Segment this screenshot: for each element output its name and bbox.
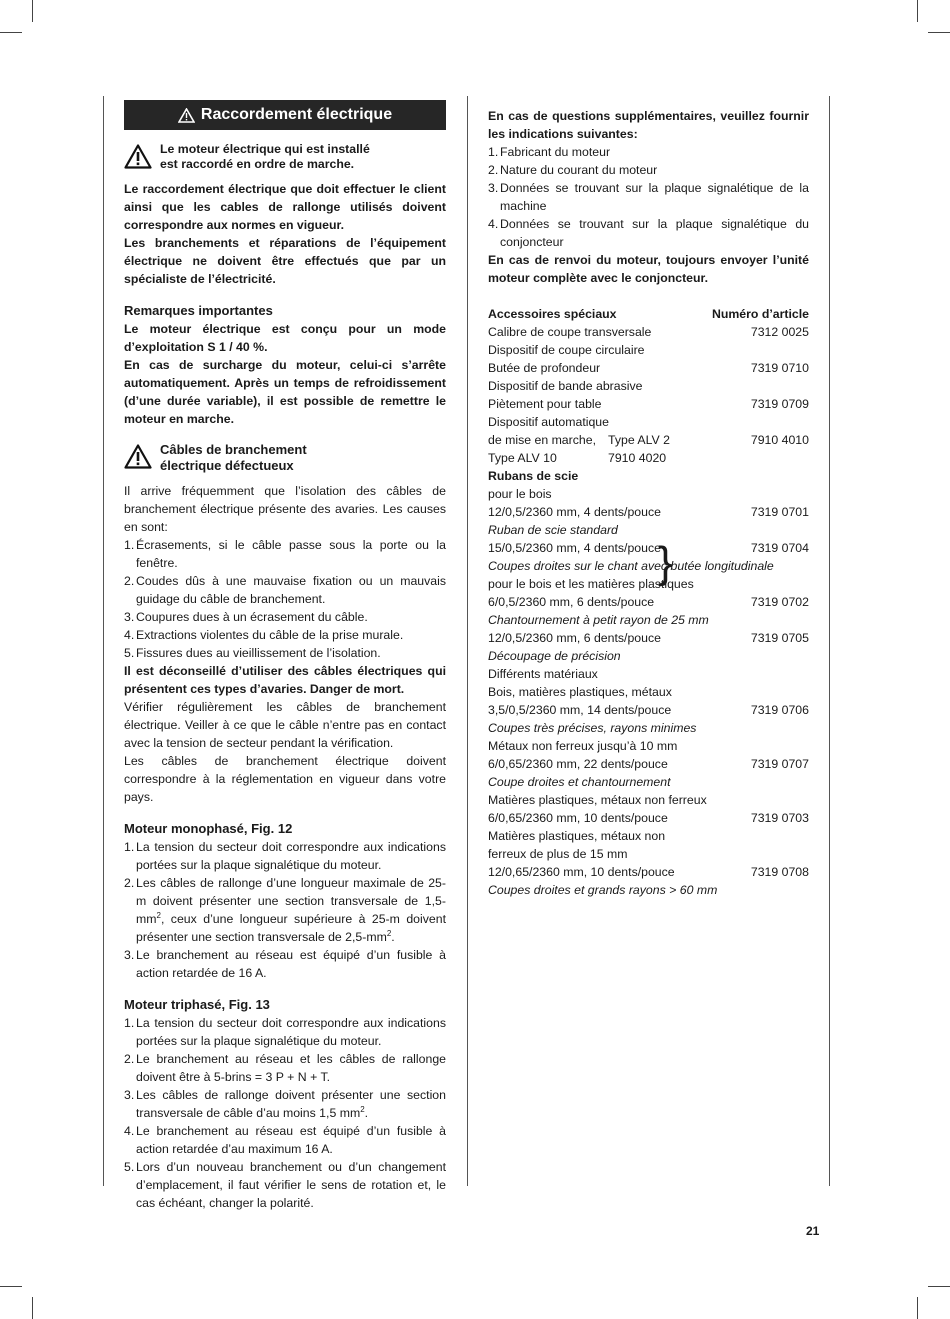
accessories-table bbox=[488, 305, 809, 899]
list-item: 1. Fabricant du moteur bbox=[488, 145, 611, 159]
crop-mark bbox=[928, 1286, 950, 1287]
left-column bbox=[124, 100, 446, 1212]
table-row: 6/0,65/2360 mm, 22 dents/pouce 7319 0707 bbox=[488, 757, 809, 771]
table-row: de mise en marche, Type ALV 2 7910 4010 bbox=[488, 433, 809, 447]
crop-mark bbox=[0, 1286, 22, 1287]
warning-line: Câbles de branchement bbox=[160, 442, 307, 457]
table-row: Ruban de scie standard bbox=[488, 523, 618, 537]
list-item: 2. Le branchement au réseau et les câbles de rallonge doivent être à 5-brins = 3 P + N + T. bbox=[124, 1052, 446, 1084]
table-row: Calibre de coupe transversale 7312 0025 bbox=[488, 325, 809, 339]
warning-icon bbox=[178, 108, 195, 123]
list-item: 4. Le branchement au réseau est équipé d’un fusible à action retardée d’au maximum 16 A. bbox=[124, 1124, 446, 1156]
table-row: Métaux non ferreux jusqu’à 10 mm bbox=[488, 739, 678, 753]
table-row: Bois, matières plastiques, métaux bbox=[488, 685, 672, 699]
single-phase-list bbox=[124, 838, 446, 982]
crop-mark bbox=[917, 1297, 918, 1319]
heading-single-phase: Moteur monophasé, Fig. 12 bbox=[124, 821, 293, 836]
table-row: Différents matériaux bbox=[488, 667, 598, 681]
question-list bbox=[488, 143, 809, 251]
warning-line: est raccordé en ordre de marche. bbox=[160, 157, 355, 171]
table-row: Découpage de précision bbox=[488, 649, 621, 663]
table-row: Coupes droites sur le chant avec butée longitudinale bbox=[488, 559, 774, 573]
table-row: ferreux de plus de 15 mm bbox=[488, 847, 628, 861]
table-row: Piètement pour table 7319 0709 bbox=[488, 397, 809, 411]
list-item: 2. Les câbles de rallonge d’une longueur maximale de 25-m doivent présenter une section transversale de $1,5-mm^2$, ceux d’une longueur supérieure à 25-m doivent présenter une section transversale de $2,5-mm^2$. bbox=[124, 876, 446, 944]
paragraph: Le raccordement électrique que doit effectuer le client ainsi que les cables de rallonge utilisés doivent correspondre aux normes en vigueur. bbox=[124, 182, 446, 232]
warning-line: électrique défectueux bbox=[160, 458, 294, 473]
table-row: pour le bois bbox=[488, 487, 552, 501]
crop-mark bbox=[32, 0, 33, 22]
paragraph: En cas de renvoi du moteur, toujours envoyer l’unité moteur complète avec le conjoncteur. bbox=[488, 253, 809, 285]
table-row: Rubans de scie bbox=[488, 469, 579, 483]
table-row: Butée de profondeur 7319 0710 bbox=[488, 361, 809, 375]
table-header: Accessoires spéciaux Numéro d’article bbox=[488, 307, 809, 321]
warning-icon bbox=[124, 144, 152, 169]
paragraph: Les câbles de branchement électrique doivent correspondre à la réglementation en vigueur dans votre pays. bbox=[124, 754, 446, 804]
column-rule-left bbox=[103, 96, 104, 1186]
table-row: 12/0,5/2360 mm, 6 dents/pouce 7319 0705 bbox=[488, 631, 809, 645]
table-row: 15/0,5/2360 mm, 4 dents/pouce 7319 0704 bbox=[488, 541, 809, 555]
table-row: Dispositif de coupe circulaire bbox=[488, 343, 645, 357]
crop-mark bbox=[32, 1297, 33, 1319]
list-item: 1. La tension du secteur doit correspondre aux indications portées sur la plaque signalétique du moteur. bbox=[124, 1016, 446, 1048]
paragraph: En cas de questions supplémentaires, veuillez fournir les indications suivantes: bbox=[488, 109, 809, 141]
table-row: Matières plastiques, métaux non bbox=[488, 829, 666, 843]
table-row: 6/0,5/2360 mm, 6 dents/pouce 7319 0702 bbox=[488, 595, 809, 609]
list-item: 2. Coudes dûs à une mauvaise fixation ou un mauvais guidage du câble de branchement. bbox=[124, 574, 446, 606]
table-row: Matières plastiques, métaux non ferreux bbox=[488, 793, 707, 807]
table-row: Chantournement à petit rayon de 25 mm bbox=[488, 613, 709, 627]
table-row: Dispositif de bande abrasive bbox=[488, 379, 643, 393]
paragraph: En cas de surcharge du moteur, celui-ci s’arrête automatiquement. Après un temps de refroidissement (d’une durée variable), il est possible de remettre le moteur en marche. bbox=[124, 358, 446, 426]
page-number: 21 bbox=[806, 1224, 820, 1238]
column-rule-right bbox=[829, 96, 830, 1186]
column-rule-middle bbox=[467, 96, 468, 1186]
table-row: Coupes droites et grands rayons > 60 mm bbox=[488, 883, 718, 897]
table-row: Type ALV 10 7910 4020 bbox=[488, 451, 667, 465]
list-item: 3. Le branchement au réseau est équipé d’un fusible à action retardée de 16 A. bbox=[124, 948, 446, 980]
heading-remarks: Remarques importantes bbox=[124, 303, 273, 318]
paragraph: Il arrive fréquemment que l’isolation des câbles de branchement électrique présente des avaries. Les causes en sont: bbox=[124, 484, 446, 534]
list-item: 3. Coupures dues à un écrasement du câble. bbox=[124, 610, 368, 624]
list-item: 1. Écrasements, si le câble passe sous la porte ou la fenêtre. bbox=[124, 538, 446, 570]
list-item: 5. Fissures dues au vieillissement de l’isolation. bbox=[124, 646, 381, 660]
table-row: pour le bois et les matières plastiques bbox=[488, 577, 694, 591]
three-phase-list bbox=[124, 1014, 446, 1212]
warning-line: Le moteur électrique qui est installé bbox=[160, 142, 370, 156]
paragraph: Les branchements et réparations de l’équipement électrique ne doivent être effectués que par un spécialiste de l’électricité. bbox=[124, 236, 446, 286]
list-item: 4. Extractions violentes du câble de la prise murale. bbox=[124, 628, 404, 642]
table-row: 6/0,65/2360 mm, 10 dents/pouce 7319 0703 bbox=[488, 811, 809, 825]
crop-mark bbox=[928, 32, 950, 33]
warning-icon bbox=[124, 444, 152, 469]
warning-note bbox=[124, 442, 446, 474]
danger-paragraph: Il est déconseillé d’utiliser des câbles électriques qui présentent ces types d’avaries. Danger de mort. bbox=[124, 664, 446, 696]
banner-title: Raccordement électrique bbox=[200, 106, 393, 123]
table-row: 12/0,65/2360 mm, 10 dents/pouce 7319 0708 bbox=[488, 865, 809, 879]
table-row: Dispositif automatique bbox=[488, 415, 609, 429]
section-banner bbox=[124, 100, 446, 130]
table-row: Coupes très précises, rayons minimes bbox=[488, 721, 697, 735]
right-column bbox=[488, 107, 809, 899]
list-item: 3. Les câbles de rallonge doivent présenter une section transversale de câble d’au moins 1,5 $mm^2$. bbox=[124, 1088, 446, 1120]
list-item: 4. Données se trouvant sur la plaque signalétique du conjoncteur bbox=[488, 217, 809, 249]
crop-mark bbox=[0, 32, 22, 33]
brace-symbol: } bbox=[658, 538, 673, 587]
list-item: 3. Données se trouvant sur la plaque signalétique de la machine bbox=[488, 181, 809, 213]
warning-note bbox=[124, 142, 446, 172]
list-item: 1. La tension du secteur doit correspondre aux indications portées sur la plaque signalétique du moteur. bbox=[124, 840, 446, 872]
causes-list bbox=[124, 536, 446, 662]
list-item: 5. Lors d’un nouveau branchement ou d’un changement d’emplacement, il faut vérifier le sens de rotation et, le cas échéant, changer la polarité. bbox=[124, 1160, 446, 1210]
table-row: Coupe droites et chantournement bbox=[488, 775, 671, 789]
paragraph: Vérifier régulièrement les câbles de branchement électrique. Veiller à ce que le câble n’entre pas en contact avec la tension de secteur pendant la vérification. bbox=[124, 700, 446, 750]
list-item: 2. Nature du courant du moteur bbox=[488, 163, 658, 177]
heading-three-phase: Moteur triphasé, Fig. 13 bbox=[124, 997, 270, 1012]
crop-mark bbox=[917, 0, 918, 22]
paragraph: Le moteur électrique est conçu pour un mode d’exploitation S 1 / 40 %. bbox=[124, 322, 446, 354]
table-row: 3,5/0,5/2360 mm, 14 dents/pouce 7319 0706 bbox=[488, 703, 809, 717]
table-row: 12/0,5/2360 mm, 4 dents/pouce 7319 0701 bbox=[488, 505, 809, 519]
